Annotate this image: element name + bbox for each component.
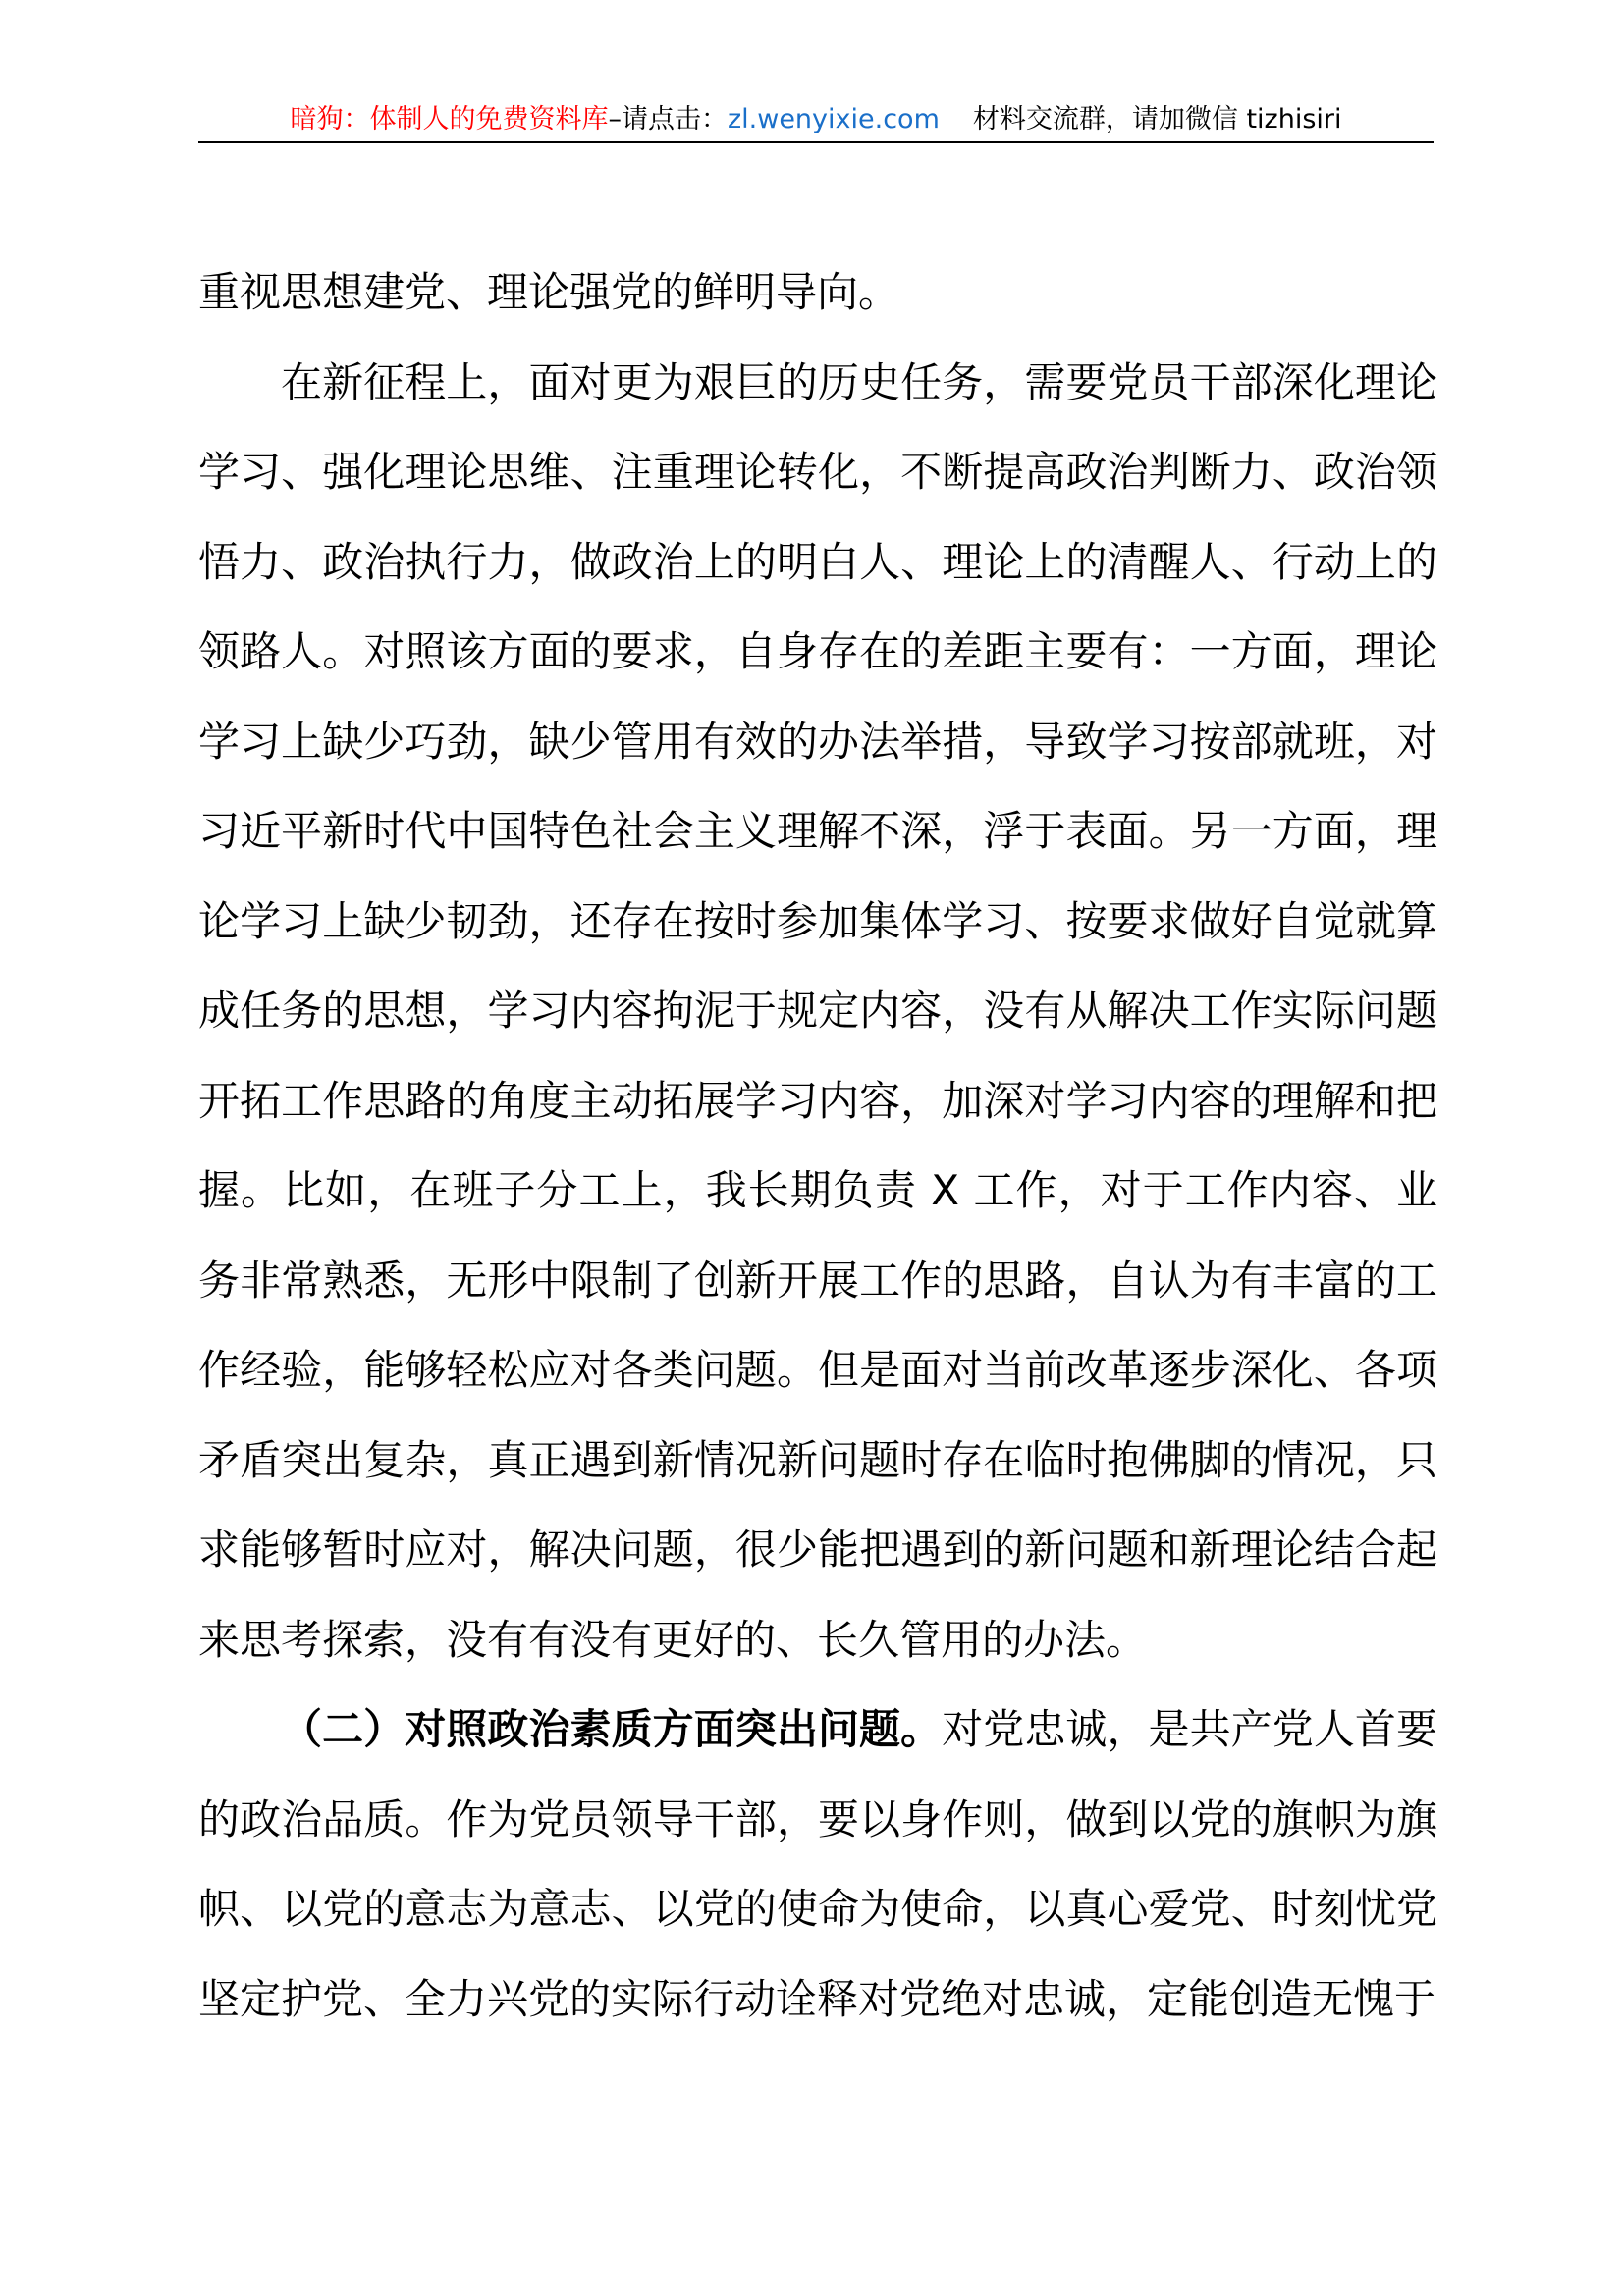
paragraph: 在新征程上，面对更为艰巨的历史任务，需要党员干部深化理论学习、强化理论思维、注重理论转化，不断提高政治判断力、政治领悟力、政治执行力，做政治上的明白人、理论上的清醒人、行动上的领路人。对照该方面的要求，自身存在的差距主要有：一方面，理论学习上缺少巧劲，缺少管用有效的办法举措，导致学习按部就班，对习近平新时代中国特色社会主义理解不深，浮于表面。另一方面，理论学习上缺少韧劲，还存在按时参加集体学习、按要求做好自觉就算成任务的思想，学习内容拘泥于规定内容，没有从解决工作实际问题开拓工作思路的角度主动拓展学习内容，加深对学习内容的理解和把握。比如，在班子分工上，我长期负责 X 工作，对于工作内容、业务非常熟悉，无形中限制了创新开展工作的思路，自认为有丰富的工作经验，能够轻松应对各类问题。但是面对当前改革逐步深化、各项矛盾突出复杂，真正遇到新情况新问题时存在临时抱佛脚的情况，只求能够暂时应对，解决问题，很少能把遇到的新问题和新理论结合起来思考探索，没有有没有更好的、长久管用的办法。: [198, 357, 1437, 1664]
paragraph-section-2: [198, 1684, 1437, 2044]
header-click-prompt: –请点击：: [608, 104, 728, 134]
header-contact: 材料交流群，请加微信 tizhisiri: [972, 104, 1342, 134]
paragraph-continuation: 重视思想建党、理论强党的鲜明导向。: [198, 268, 900, 316]
section-heading: （二）对照政治素质方面突出问题。: [281, 1705, 943, 1753]
paragraph-text: 对党忠诚，是共产党人首要的政治品质。作为党员领导干部，要以身作则，做到以党的旗帜为旗帜、以党的意志为意志、以党的使命为使命，以真心爱党、时刻忧党坚定护党、全力兴党的实际行动诠释对党绝对忠诚，定能创造无愧于: [198, 1705, 1437, 2023]
header-link[interactable]: zl.wenyixie.com: [727, 104, 940, 134]
header-promo: 暗狗：体制人的免费资料库: [290, 104, 609, 134]
header-divider: [198, 141, 1434, 143]
document-body: [198, 247, 1437, 2044]
page-header: [198, 98, 1434, 141]
